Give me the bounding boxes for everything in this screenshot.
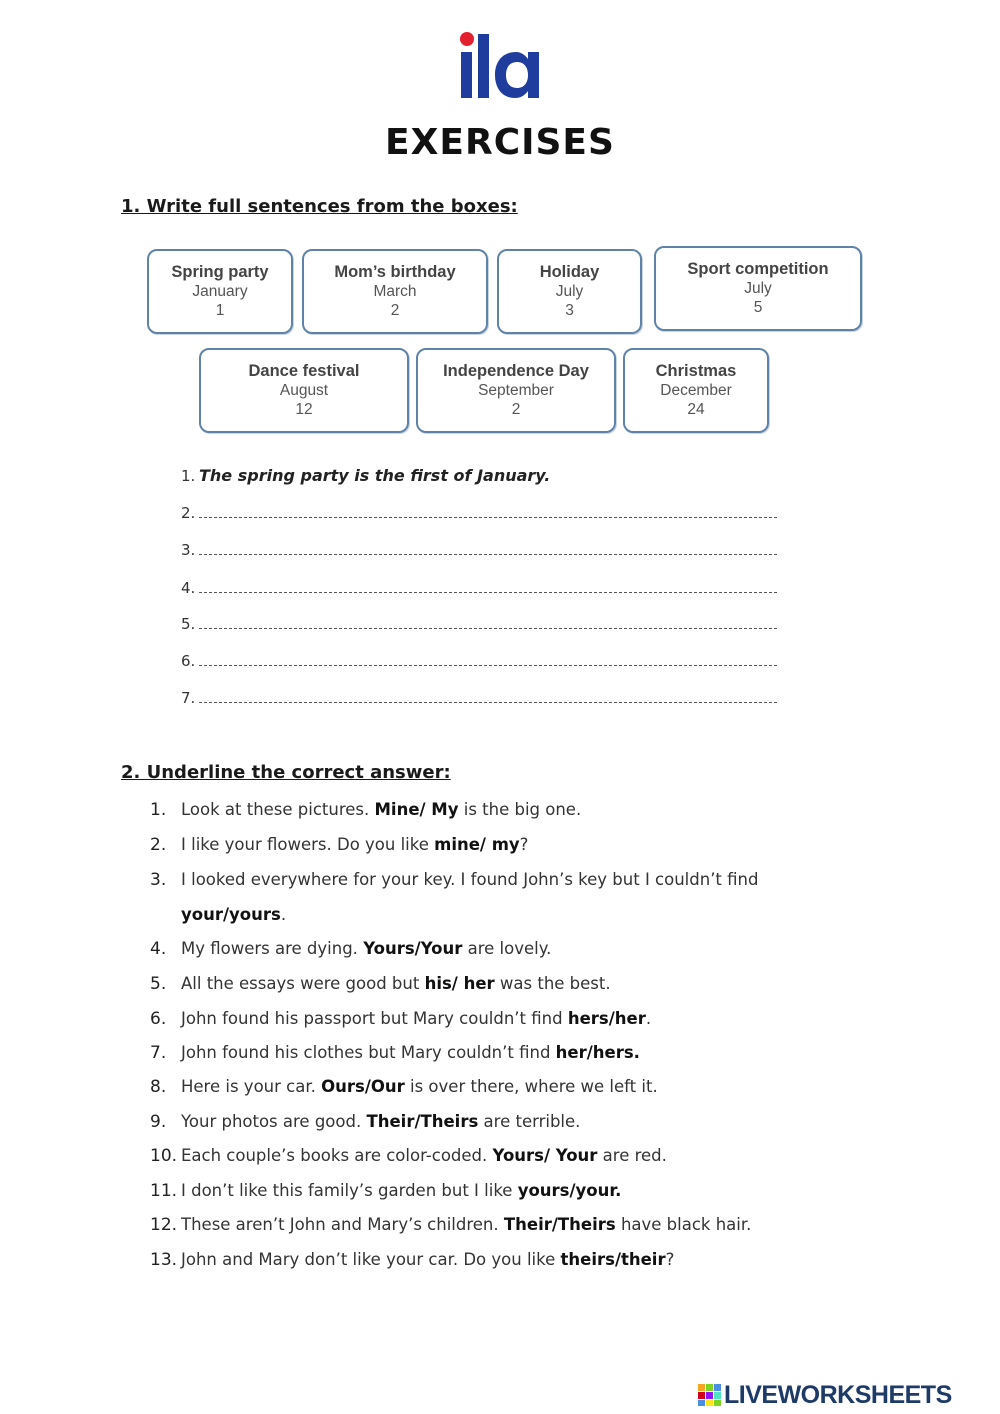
question-text: . <box>645 1009 652 1028</box>
event-box-christmas <box>623 348 769 433</box>
answer-blank[interactable] <box>199 665 777 666</box>
question-text: are red. <box>597 1146 667 1165</box>
answer-choice[interactable]: hers/her <box>567 1009 646 1028</box>
answer-choice[interactable]: Their/Theirs <box>503 1215 616 1234</box>
answer-choice[interactable]: yours/your. <box>517 1181 622 1200</box>
question-number: 13. <box>150 1250 178 1270</box>
event-day: 24 <box>687 401 705 418</box>
answer-choice[interactable]: Yours/ Your <box>492 1146 598 1165</box>
question-number: 1. <box>150 800 167 820</box>
event-month: July <box>744 280 772 297</box>
question-number: 8. <box>150 1077 167 1097</box>
question-item <box>150 1009 651 1029</box>
event-day: 2 <box>390 302 400 319</box>
question-text: . <box>280 905 287 924</box>
question-text: All the essays were good but <box>181 974 425 993</box>
question-number: 9. <box>150 1112 167 1132</box>
line-number: 5. <box>181 615 196 633</box>
question-text: are lovely. <box>462 939 552 958</box>
event-name: Independence Day <box>443 362 589 380</box>
event-box-spring-party <box>147 249 293 334</box>
event-month: July <box>555 283 584 300</box>
event-day: 5 <box>753 299 763 316</box>
question-number: 6. <box>150 1009 167 1029</box>
line-number: 4. <box>181 579 196 597</box>
question-text: have black hair. <box>615 1215 752 1234</box>
event-name: Sport competition <box>687 260 829 278</box>
question-text: John and Mary don’t like your car. Do you like <box>181 1250 561 1269</box>
answer-choice[interactable]: her/hers. <box>555 1043 640 1062</box>
question-text: John found his clothes but Mary couldn’t find <box>181 1043 556 1062</box>
event-day: 12 <box>295 401 313 418</box>
event-month: March <box>373 283 417 300</box>
answer-blank[interactable] <box>199 628 777 629</box>
question-item <box>150 1112 580 1132</box>
question-item <box>150 1043 640 1063</box>
answer-line <box>181 689 777 707</box>
question-number: 12. <box>150 1215 178 1235</box>
question-text: John found his passport but Mary couldn’t find <box>181 1009 568 1028</box>
question-item <box>150 939 551 959</box>
question-item <box>150 1215 751 1235</box>
question-item <box>150 1181 621 1201</box>
question-text: I looked everywhere for your key. I found John’s key but I couldn’t find <box>181 870 759 889</box>
ila-logo <box>458 30 542 102</box>
event-name: Spring party <box>171 263 269 281</box>
answer-line <box>181 652 777 670</box>
question-text: Here is your car. <box>181 1077 322 1096</box>
event-day: 3 <box>565 302 574 319</box>
answer-blank[interactable] <box>199 702 777 703</box>
question-number: 2. <box>150 835 167 855</box>
question-text: Look at these pictures. <box>181 800 375 819</box>
liveworksheets-footer <box>698 1380 994 1408</box>
event-month: August <box>279 382 329 399</box>
question-number: 4. <box>150 939 167 959</box>
answer-choice[interactable]: Yours/Your <box>363 939 463 958</box>
event-day: 1 <box>215 302 225 319</box>
answer-line <box>181 615 777 633</box>
question-text: ? <box>665 1250 675 1269</box>
question-number: 5. <box>150 974 167 994</box>
event-box-independence-day <box>416 348 616 433</box>
answer-line <box>181 541 777 559</box>
line-number: 3. <box>181 541 196 559</box>
answer-blank[interactable] <box>199 554 777 555</box>
event-month: January <box>192 283 248 300</box>
answer-blank[interactable] <box>199 592 777 593</box>
event-box-sport-competition <box>654 246 862 331</box>
question-text: is over there, where we left it. <box>404 1077 658 1096</box>
question-text: I don’t like this family’s garden but I like <box>181 1181 518 1200</box>
question-text: I like your flowers. Do you like <box>181 835 435 854</box>
question-text: is the big one. <box>458 800 582 819</box>
answer-line <box>181 579 777 597</box>
question-text: Your photos are good. <box>181 1112 367 1131</box>
event-month: December <box>660 382 732 399</box>
event-box-dance-festival <box>199 348 409 433</box>
line-number: 1. <box>181 467 196 485</box>
answer-choice[interactable]: your/yours <box>181 905 281 924</box>
question-item <box>150 1146 667 1166</box>
line-number: 7. <box>181 689 196 707</box>
example-sentence: The spring party is the first of January. <box>199 466 551 485</box>
question-item <box>150 1077 658 1097</box>
event-box-moms-birthday <box>302 249 488 334</box>
answer-choice[interactable]: his/ her <box>424 974 495 993</box>
answer-choice[interactable]: Their/Theirs <box>366 1112 479 1131</box>
question-item <box>150 870 758 890</box>
liveworksheets-brand: LIVEWORKSHEETS <box>724 1381 952 1409</box>
question-number: 10. <box>150 1146 178 1166</box>
answer-choice[interactable]: mine/ my <box>434 835 520 854</box>
event-name: Dance festival <box>248 362 360 380</box>
question-item <box>150 800 581 820</box>
section1-heading: 1. Write full sentences from the boxes: <box>121 196 518 217</box>
question-number: 3. <box>150 870 167 890</box>
question-item <box>150 1250 674 1270</box>
liveworksheets-logo-icon <box>698 1384 722 1406</box>
event-day: 2 <box>511 401 521 418</box>
question-item <box>150 974 611 994</box>
question-item <box>150 835 528 855</box>
event-month: September <box>478 382 554 399</box>
question-text: are terrible. <box>478 1112 581 1131</box>
question-text: ? <box>519 835 529 854</box>
answer-line-example <box>181 466 550 485</box>
question-text: My flowers are dying. <box>181 939 364 958</box>
answer-blank[interactable] <box>199 517 777 518</box>
question-text: was the best. <box>494 974 611 993</box>
question-number: 11. <box>150 1181 178 1201</box>
answer-line <box>181 504 777 522</box>
answer-choice[interactable]: theirs/their <box>560 1250 666 1269</box>
question-text: These aren’t John and Mary’s children. <box>181 1215 504 1234</box>
question-text: Each couple’s books are color-coded. <box>181 1146 493 1165</box>
question-number: 7. <box>150 1043 167 1063</box>
event-box-holiday <box>497 249 642 334</box>
event-name: Holiday <box>539 263 600 281</box>
event-name: Mom’s birthday <box>334 263 456 281</box>
answer-choice[interactable]: Mine/ My <box>374 800 459 819</box>
event-name: Christmas <box>655 362 737 380</box>
question-item-continuation <box>181 905 286 924</box>
section2-heading: 2. Underline the correct answer: <box>121 762 451 783</box>
line-number: 2. <box>181 504 196 522</box>
answer-choice[interactable]: Ours/Our <box>321 1077 405 1096</box>
page-title: EXERCISES <box>385 122 615 163</box>
line-number: 6. <box>181 652 196 670</box>
